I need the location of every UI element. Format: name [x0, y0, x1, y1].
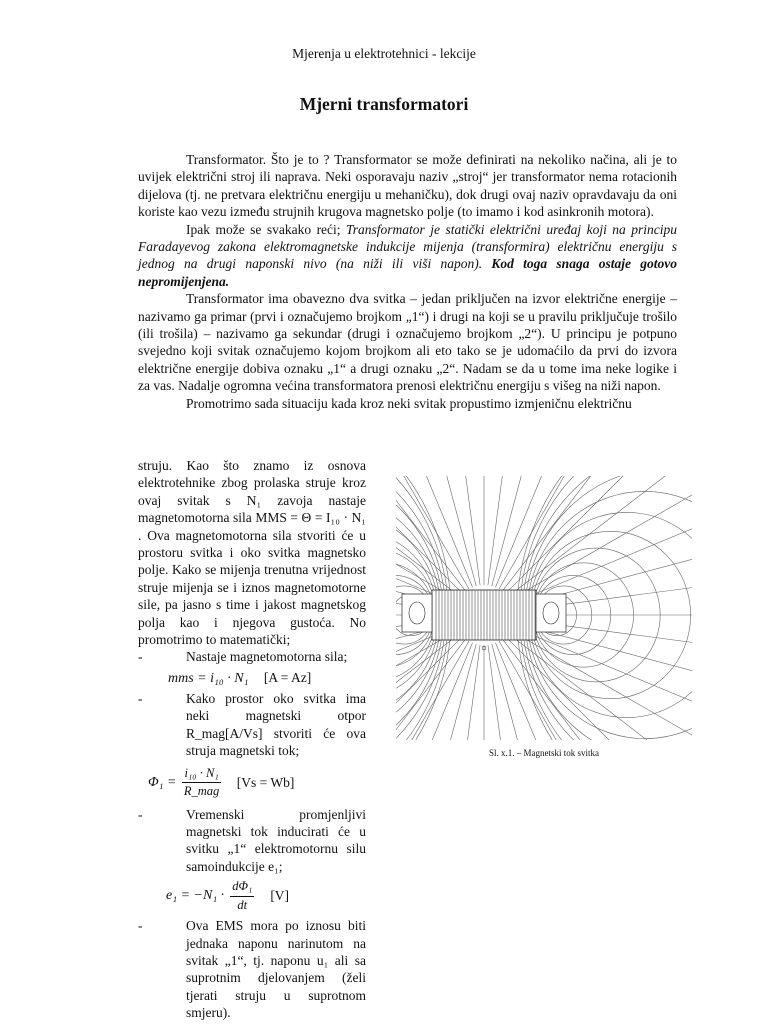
coil-left-end: [402, 594, 432, 632]
radial-field-line: [492, 476, 588, 586]
column-paragraph: struju. Kao što znamo iz osnova elektrotehnike zbog prolaska struje kroz ovaj svitak s N₁ zavoja nastaje magnetomotorna sila MMS = Θ = I₁₀ · N₁ . Ova magnetomotorna sila stvoriti će u prostoru svitka i oko svitka magnetsko polje. Kako se mijenja trenutna vrijednost struje mijenja se i iznos magnetomotorne sile, pa jasno s time i jakost magnetskog polja kao i njegova gustoća. No promotrimo to matematički;: [138, 458, 366, 648]
formula-2-unit: [Vs = Wb]: [236, 774, 295, 790]
formula-3-denominator: dt: [237, 897, 248, 912]
list-item-3: [138, 806, 366, 876]
formula-3-unit: [V]: [270, 888, 290, 904]
list-item-2: [138, 690, 366, 760]
formula-2: [138, 760, 366, 806]
radial-field-line: [396, 639, 466, 740]
list-item-1-text: Nastaje magnetomotorna sila;: [186, 649, 348, 665]
radial-field-line: [396, 644, 476, 740]
magnetic-field-figure: [396, 476, 692, 740]
dash-marker: -: [138, 690, 143, 706]
list-item-4-text: Ova EMS mora po iznosu biti jednaka naponu narinutom na svitak „1“, tj. naponu u₁ ali sa suprotnim djelovanjem (želi tjerati struju u suprotnom smjeru).: [186, 918, 366, 1021]
dash-marker: -: [138, 806, 143, 822]
page-title: Mjerni transformatori: [299, 94, 469, 114]
formula-2-numerator: i₁₀ · N₁: [182, 765, 220, 783]
radial-field-line: [508, 633, 692, 740]
paragraph-4-line: Promotrimo sada situaciju kada kroz neki svitak propustimo izmjeničnu električnu: [186, 395, 632, 411]
paragraph-2: [138, 221, 677, 291]
formula-1: [138, 666, 366, 690]
dash-marker: -: [138, 918, 143, 934]
list-item-1: [138, 648, 366, 665]
intro-section: [138, 151, 677, 412]
formula-3-fraction: [230, 878, 254, 914]
formula-1-unit: [A = Az]: [263, 669, 312, 685]
coil: [402, 590, 566, 650]
formula-3-numerator: dΦ₁: [230, 878, 254, 896]
coil-right-end: [536, 594, 566, 632]
formula-2-denominator: R_mag: [183, 784, 220, 798]
paragraph-2-start: Ipak može se svakako reći;: [186, 221, 347, 237]
formula-2-fraction: [182, 765, 220, 801]
list-item-4: [138, 917, 366, 1021]
formula-3: [138, 875, 366, 917]
radial-field-line: [396, 476, 469, 589]
paragraph-2-bold: Kod toga snaga ostaje gotovo nepromijenjena.: [138, 256, 677, 289]
dash-marker: -: [138, 649, 143, 665]
page-header: Mjerenja u elektrotehnici - lekcije: [292, 46, 476, 61]
radial-field-line: [505, 636, 692, 740]
radial-field-line: [396, 641, 469, 740]
paragraph-2-italic: Transformator je statički električni uređaj koji na principu Faradayevog zakona elektromagnetske indukcije mijenja (transformira) električnu energiju s jednog na drugi naponski nivo (na niži ili viši napon).: [138, 221, 677, 272]
left-column: [138, 457, 366, 1022]
paragraph-3: Transformator ima obavezno dva svitka – jedan priključen na izvor električne energije – nazivamo ga primar (prvi i označujemo brojkom „1“) i drugi na koji se u pravilu priključuje trošilo (ili trošila) – nazivamo ga sekundar (drugi i označujemo brojkom „2“). U principu je potpuno svejedno koji svitak označujemo kojom brojkom ali eto tako se je udomaćilo da prvi do izvora električne energije dobiva oznaku „1“ a drugi oznaku „2“. Nadam se da u tome ima neke logike i za vas. Nadalje ogromna većina transformatora prenosi električnu energiju s višeg na niži napon.: [138, 291, 677, 394]
formula-2-lhs: Φ₁ =: [148, 774, 177, 790]
radial-field-line: [488, 476, 536, 585]
radial-field-line: [432, 476, 480, 585]
formula-3-lhs: e₁ = −N₁ ·: [166, 888, 225, 904]
radial-field-line: [396, 630, 458, 740]
figure-caption: Sl. x.1. – Magnetski tok svitka: [489, 748, 599, 758]
list-item-2-text: Kako prostor oko svitka ima neki magnetski otpor R_mag[A/Vs] stvoriti će ova struja magnetski tok;: [186, 690, 366, 759]
paragraph-1: Transformator. Što je to ? Transformator se može definirati na nekoliko načina, ali je to uvijek električni stroj ili naprava. Neki osporavaju naziv „stroj“ jer transformator nema rotacionih dijelova (tj. ne pretvara električnu energiju u mehaničku), dok drugi ovaj naziv opravdavaju da oni koriste kao vezu između strujnih krugova magnetsko polje (to imamo i kod asinkronih motora).: [138, 152, 677, 220]
radial-field-line: [505, 476, 692, 594]
radial-field-line: [396, 476, 463, 594]
list-item-3-text: Vremenski promjenljivi magnetski tok inducirati će u svitku „1“ elektromotornu silu samoindukcije e₁;: [186, 806, 366, 874]
formula-1-expr: mms = i₁₀ · N₁: [168, 670, 249, 686]
radial-field-line: [396, 633, 460, 740]
